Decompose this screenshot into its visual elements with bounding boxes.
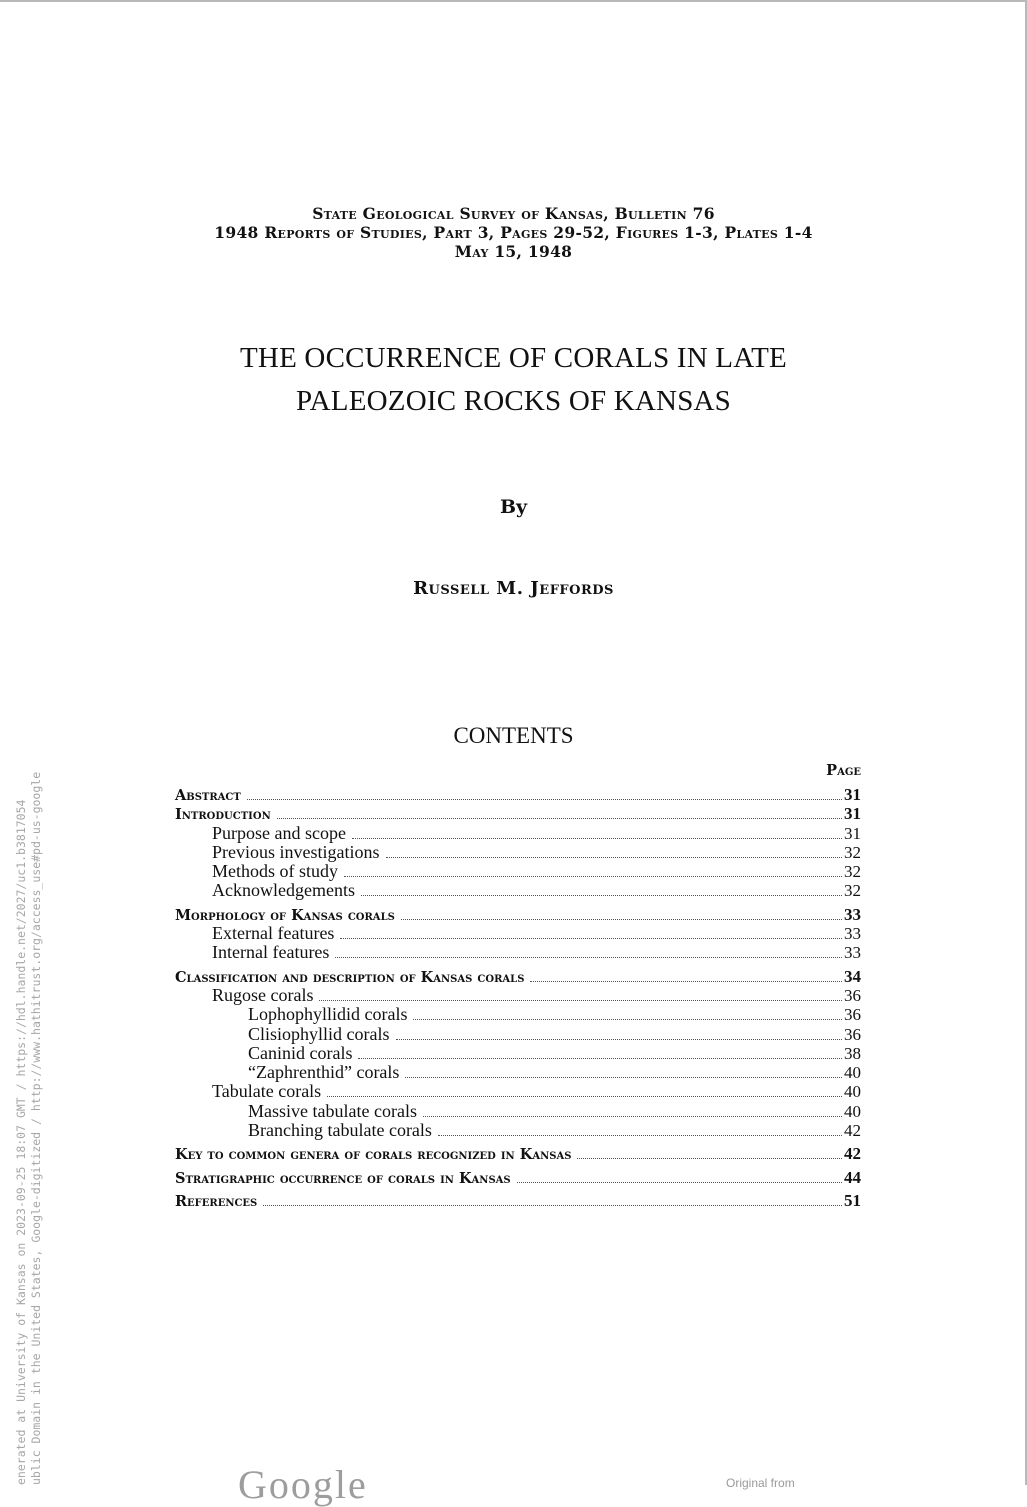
- google-logo: Google: [238, 1462, 368, 1507]
- table-of-contents: [175, 785, 861, 1210]
- toc-entry: [175, 1168, 861, 1187]
- toc-entry-label: Methods of study: [212, 861, 338, 882]
- toc-leader-dots: [340, 937, 842, 939]
- toc-leader-dots: [413, 1018, 842, 1020]
- toc-entry: [175, 1121, 861, 1140]
- toc-entry-page: 44: [844, 1167, 861, 1187]
- toc-leader-dots: [386, 856, 843, 858]
- toc-entry-page: 33: [844, 904, 861, 924]
- toc-entry-label: Clisiophyllid corals: [248, 1023, 390, 1044]
- title-line-1: THE OCCURRENCE OF CORALS IN LATE: [240, 342, 787, 374]
- author-name: Russell M. Jeffords: [413, 578, 614, 599]
- toc-entry-label: Lophophyllidid corals: [248, 1004, 408, 1025]
- toc-entry-page: 51: [844, 1190, 861, 1210]
- toc-entry: [175, 924, 861, 943]
- toc-entry-page: 31: [844, 785, 861, 804]
- toc-entry-label: References: [175, 1192, 258, 1210]
- toc-entry: [175, 785, 861, 804]
- toc-entry: [175, 986, 861, 1005]
- toc-entry: [175, 1102, 861, 1121]
- toc-leader-dots: [358, 1057, 842, 1059]
- toc-entry-page: 33: [844, 924, 861, 944]
- toc-entry-page: 34: [844, 966, 861, 986]
- toc-entry-label: Key to common genera of corals recognized in Kansas: [175, 1146, 572, 1164]
- toc-entry-page: 32: [844, 862, 861, 882]
- toc-entry-page: 31: [844, 823, 861, 843]
- toc-entry-label: Previous investigations: [212, 841, 380, 862]
- watermark-line-2: ublic Domain in the United States, Google-digitized / http://www.hathitrust.org/access_use#pd-us-google: [29, 771, 43, 1485]
- page-border-top: [0, 0, 1027, 2]
- bulletin-reports-line: 1948 Reports of Studies, Part 3, Pages 29-52, Figures 1-3, Plates 1-4: [214, 223, 813, 242]
- toc-entry-page: 40: [844, 1063, 861, 1083]
- toc-entry: [175, 1025, 861, 1044]
- toc-entry: [175, 1063, 861, 1082]
- toc-entry: [175, 943, 861, 962]
- page-column-heading: Page: [826, 762, 861, 779]
- toc-entry-label: Classification and description of Kansas corals: [175, 968, 525, 986]
- bulletin-date-line: May 15, 1948: [454, 242, 573, 261]
- toc-leader-dots: [396, 1038, 843, 1040]
- toc-entry-label: “Zaphrenthid” corals: [248, 1062, 400, 1083]
- toc-leader-dots: [577, 1157, 842, 1159]
- toc-entry-page: 42: [844, 1144, 861, 1164]
- toc-entry-label: Stratigraphic occurrence of corals in Kansas: [175, 1169, 511, 1187]
- toc-entry-page: 36: [844, 985, 861, 1005]
- toc-entry-label: Acknowledgements: [212, 880, 355, 901]
- bulletin-series-line: State Geological Survey of Kansas, Bulletin 76: [312, 204, 715, 223]
- toc-entry: [175, 804, 861, 823]
- toc-leader-dots: [405, 1076, 842, 1078]
- toc-leader-dots: [247, 798, 842, 800]
- toc-entry: [175, 881, 861, 900]
- toc-entry: [175, 1191, 861, 1210]
- toc-entry-page: 38: [844, 1043, 861, 1063]
- toc-entry-page: 31: [844, 804, 861, 824]
- toc-entry-page: 33: [844, 943, 861, 963]
- toc-entry: [175, 1144, 861, 1163]
- bulletin-header: [0, 204, 1027, 261]
- toc-leader-dots: [327, 1095, 842, 1097]
- toc-leader-dots: [361, 894, 842, 896]
- toc-entry-page: 42: [844, 1121, 861, 1141]
- toc-entry: [175, 967, 861, 986]
- toc-entry-page: 40: [844, 1101, 861, 1121]
- toc-entry-label: Abstract: [175, 787, 241, 804]
- toc-entry-label: Internal features: [212, 942, 330, 963]
- toc-leader-dots: [530, 980, 842, 982]
- toc-entry-label: Purpose and scope: [212, 822, 346, 843]
- toc-leader-dots: [319, 999, 842, 1001]
- toc-leader-dots: [344, 875, 842, 877]
- toc-entry-page: 40: [844, 1082, 861, 1102]
- toc-entry: [175, 1082, 861, 1101]
- title-line-2: PALEOZOIC ROCKS OF KANSAS: [296, 385, 731, 417]
- byline-by: By: [499, 496, 528, 518]
- page-title: [0, 337, 1027, 423]
- toc-leader-dots: [277, 817, 842, 819]
- contents-heading: CONTENTS: [453, 723, 574, 748]
- toc-leader-dots: [263, 1204, 842, 1206]
- toc-entry-page: 36: [844, 1024, 861, 1044]
- toc-entry-label: Caninid corals: [248, 1042, 353, 1063]
- toc-entry: [175, 843, 861, 862]
- toc-leader-dots: [438, 1134, 842, 1136]
- toc-leader-dots: [423, 1115, 842, 1117]
- toc-entry-page: 36: [844, 1005, 861, 1025]
- watermark-line-1: enerated at University of Kansas on 2023-09-25 18:07 GMT / https://hdl.handle.net/2027/uc1.b3817054: [14, 799, 28, 1485]
- digitization-watermark: [14, 695, 44, 1485]
- toc-entry-label: Branching tabulate corals: [248, 1120, 432, 1141]
- toc-entry-label: Rugose corals: [212, 984, 314, 1005]
- toc-leader-dots: [352, 837, 842, 839]
- toc-entry-page: 32: [844, 881, 861, 901]
- toc-leader-dots: [401, 918, 842, 920]
- toc-entry-label: Introduction: [175, 806, 271, 824]
- toc-entry: [175, 1044, 861, 1063]
- toc-leader-dots: [335, 956, 842, 958]
- original-from-label: Original from: [726, 1476, 795, 1490]
- toc-entry-label: External features: [212, 923, 335, 944]
- toc-entry: [175, 905, 861, 924]
- toc-entry-label: Massive tabulate corals: [248, 1100, 417, 1121]
- toc-entry-label: Tabulate corals: [212, 1081, 322, 1102]
- toc-entry: [175, 862, 861, 881]
- toc-entry: [175, 1005, 861, 1024]
- toc-entry-label: Morphology of Kansas corals: [175, 906, 395, 924]
- toc-entry: [175, 824, 861, 843]
- toc-leader-dots: [517, 1181, 842, 1183]
- toc-entry-page: 32: [844, 842, 861, 862]
